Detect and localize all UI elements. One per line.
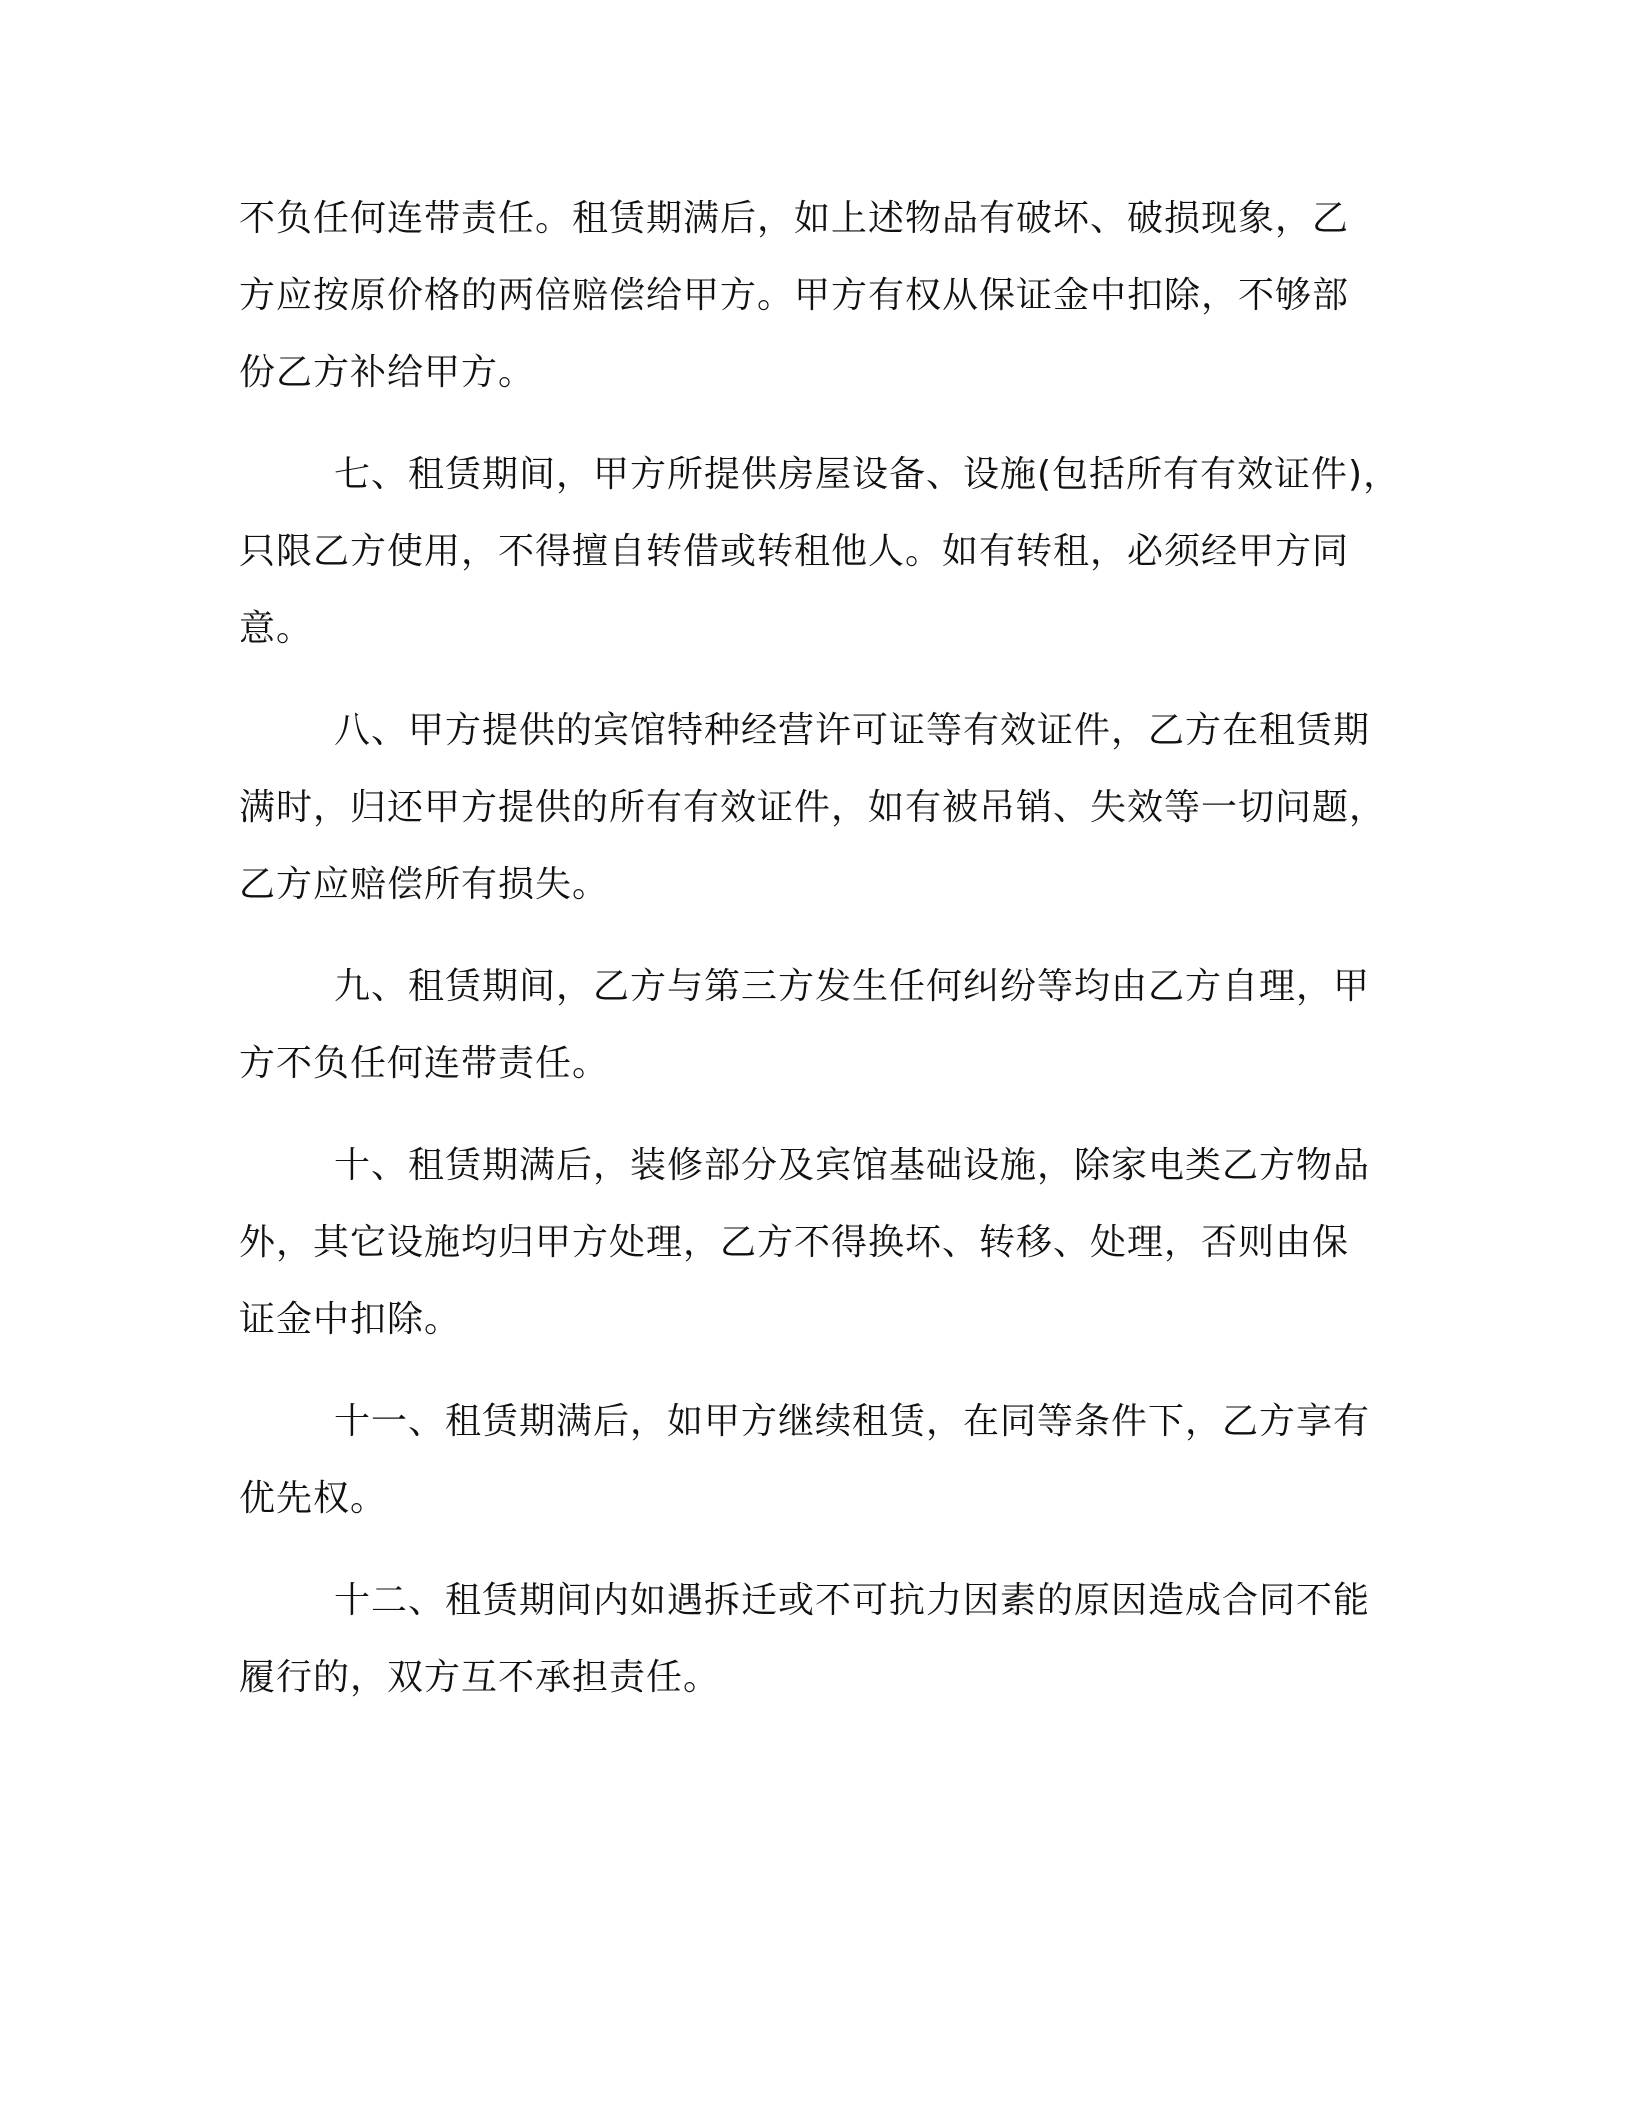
paragraph-line: 十一、租赁期满后，如甲方继续租赁，在同等条件下，乙方享有 [334,1401,1371,1442]
paragraph-line: 十、租赁期满后，装修部分及宾馆基础设施，除家电类乙方物品 [334,1145,1371,1186]
paragraph-line: 不负任何连带责任。租赁期满后，如上述物品有破坏、破损现象，乙 [239,198,1350,239]
paragraph-clause-12 [239,1562,1379,1716]
paragraph-line: 满时，归还甲方提供的所有有效证件，如有被吊销、失效等一切问题， [239,787,1387,828]
paragraph-clause-9 [239,948,1379,1102]
paragraph-line: 九、租赁期间，乙方与第三方发生任何纠纷等均由乙方自理，甲 [334,966,1371,1007]
paragraph-continuation [239,180,1379,411]
paragraph-line: 履行的，双方互不承担责任。 [239,1657,721,1698]
paragraph-line: 只限乙方使用，不得擅自转借或转租他人。如有转租，必须经甲方同 [239,531,1350,572]
paragraph-line: 七、租赁期间，甲方所提供房屋设备、设施(包括所有有效证件)， [334,454,1401,495]
paragraph-clause-10 [239,1127,1379,1358]
paragraph-line: 外，其它设施均归甲方处理，乙方不得换坏、转移、处理，否则由保 [239,1222,1350,1263]
paragraph-line: 乙方应赔偿所有损失。 [239,864,610,905]
paragraph-line: 八、甲方提供的宾馆特种经营许可证等有效证件，乙方在租赁期 [334,710,1371,751]
paragraph-line: 十二、租赁期间内如遇拆迁或不可抗力因素的原因造成合同不能 [334,1580,1371,1621]
paragraph-clause-7 [239,436,1401,667]
paragraph-line: 意。 [239,608,314,649]
paragraph-line: 方应按原价格的两倍赔偿给甲方。甲方有权从保证金中扣除，不够部 [239,275,1350,316]
paragraph-clause-8 [239,692,1387,923]
paragraph-line: 优先权。 [239,1478,388,1519]
paragraph-line: 份乙方补给甲方。 [239,352,536,393]
paragraph-line: 证金中扣除。 [239,1299,462,1340]
paragraph-line: 方不负任何连带责任。 [239,1043,610,1084]
paragraph-clause-11 [239,1383,1379,1537]
